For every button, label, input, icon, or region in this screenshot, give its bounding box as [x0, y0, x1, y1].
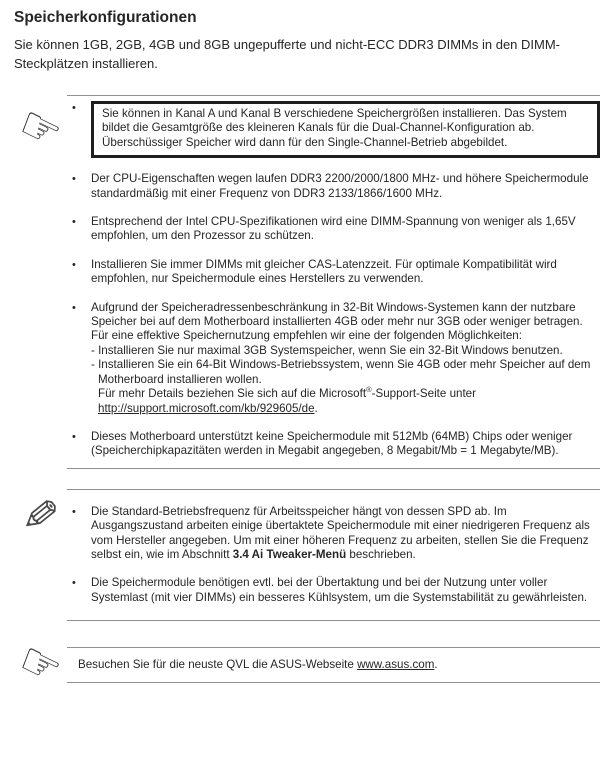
microsoft-support-link[interactable]: http://support.microsoft.com/kb/929605/de [98, 401, 315, 415]
bullet-marker: • [72, 258, 76, 271]
note-bullet-1 [67, 505, 600, 563]
note-bullet-6 [67, 430, 600, 459]
note-link-line [91, 402, 596, 416]
link-suffix: . [314, 401, 318, 415]
note-sub-item-1: - Installieren Sie nur maximal 3GB Systemspeicher, wenn Sie ein 32-Bit Windows benutzen. [91, 343, 563, 357]
pencil-icon: ✎ [19, 488, 62, 544]
pointing-hand-icon: ☞ [10, 94, 71, 162]
note-text-segment: beschrieben. [346, 547, 416, 561]
bullet-marker: • [72, 505, 76, 518]
detail-text-after: -Support-Seite unter [371, 387, 476, 401]
link-suffix: . [434, 658, 438, 672]
bullet-marker: • [72, 430, 76, 443]
note-text: Entsprechend der Intel CPU-Spezifikationen wird eine DIMM-Spannung von weniger als 1,65V empfohlen, um den Prozessor zu schützen. [91, 215, 576, 243]
note-text: Die Speichermodule benötigen evtl. bei der Übertaktung und bei der Nutzung unter voller Systemlast (mit vier DIMMs) ein besseres Kühlsystem, um die Systemstabilität zu gewährleisten. [91, 576, 588, 604]
note-block-2 [14, 489, 600, 621]
registered-trademark-symbol: ® [366, 385, 372, 395]
note-sub-item-2: - Installieren Sie ein 64-Bit Windows-Betriebssystem, wenn Sie 4GB oder mehr Speicher auf dem Motherboard installieren wollen. [91, 358, 591, 386]
note-body [67, 647, 600, 682]
note-bullet-4 [67, 258, 600, 287]
intro-paragraph: Sie können 1GB, 2GB, 4GB und 8GB ungepufferte und nicht-ECC DDR3 DIMMs in den DIMM-Steckplätzen installieren. [14, 37, 561, 71]
bullet-marker: • [72, 577, 76, 590]
note-text [91, 505, 600, 563]
note-text: Installieren Sie immer DIMMs mit gleicher CAS-Latenzzeit. Für optimale Kompatibilität wird empfohlen, nur Speichermodule eines Herstellers zu verwenden. [91, 257, 557, 286]
note-text [91, 301, 600, 416]
note-icon-column [14, 488, 67, 544]
highlighted-note-text: Sie können in Kanal A und Kanal B verschiedene Speichergrößen installieren. Das System bildet die Gesamtgröße des kleineren Kanals für die Dual-Channel-Konfiguration ab. Überschüssiger Speicher wird dann für den Single-Channel-Betrieb abgebildet. [91, 101, 600, 158]
note-text-segment: Besuchen Sie für die neuste QVL die ASUS-Webseite [78, 658, 358, 672]
page-title: Speicherkonfigurationen [14, 9, 197, 26]
important-note-block-1 [10, 94, 600, 469]
note-detail-line [91, 387, 596, 401]
note-text: Dieses Motherboard unterstützt keine Speichermodule mit 512Mb (64MB) Chips oder weniger (Speicherchipkapazitäten werden in Megabit angegeben, 8 Megabit/Mb = 1 Megabyte/MB). [91, 429, 573, 458]
bullet-marker: • [72, 216, 76, 229]
note-bullet-5 [67, 301, 600, 416]
note-icon-column [10, 630, 71, 698]
note-text-paragraph: Aufgrund der Speicheradressenbeschränkung in 32-Bit Windows-Systemen kann der nutzbare Speicher bei auf dem Motherboard installierten 4GB oder mehr nur 3GB oder weniger betragen. Für eine effektive Speichernutzung empfehlen wir eine der folgenden Möglichkeiten: [91, 300, 583, 343]
pointing-hand-icon: ☞ [10, 630, 71, 698]
bullet-marker: • [72, 301, 76, 314]
note-bullet-1 [67, 101, 600, 158]
section-reference: 3.4 Ai Tweaker-Menü [232, 547, 347, 561]
bullet-marker: • [72, 173, 76, 186]
asus-website-link[interactable]: www.asus.com [357, 658, 435, 672]
bullet-marker: • [72, 102, 76, 114]
note-icon-column [10, 94, 71, 162]
note-text-segment: Die Standard-Betriebsfrequenz für Arbeitsspeicher hängt von dessen SPD ab. Im Ausgangszustand arbeiten einige übertaktete Speichermodule mit einer niedrigeren Frequenz als vom Hersteller angegeben. Um mit einer höheren Frequenz zu arbeiten, stellen Sie die Frequenz selbst ein, wie im Abschnitt [91, 504, 590, 561]
important-note-block-3 [10, 630, 600, 698]
note-body [67, 489, 600, 621]
note-bullet-3 [67, 215, 600, 244]
note-text: Der CPU-Eigenschaften wegen laufen DDR3 2200/2000/1800 MHz- und höhere Speichermodule standardmäßig mit einer Frequenz von DDR3 2133/1866/1600 MHz. [91, 172, 589, 200]
note-body [67, 95, 600, 469]
note-bullet-2 [67, 172, 600, 201]
note-bullet-2 [67, 576, 600, 605]
detail-text: Für mehr Details beziehen Sie sich auf die Microsoft [98, 387, 367, 401]
